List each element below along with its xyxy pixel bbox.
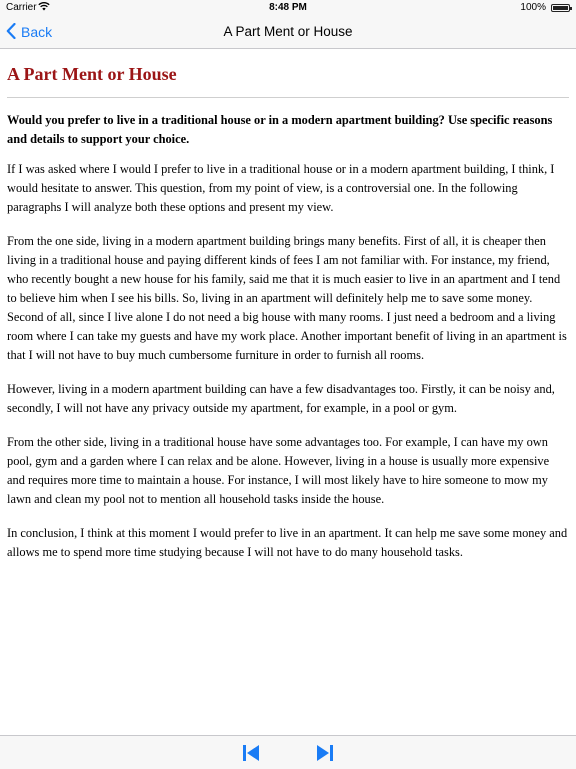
paragraph: From the one side, living in a modern apartment building brings many benefits. First of all, it is cheaper then living in a traditional house and paying different kinds of fees I am not familiar with. For instance, my friend, who recently bought a new house for his family, said me that it is much easier to live in an apartment and I tend to believe him when I see his bills. So, living in an apartment will definitely help me to save some money. Second of all, since I live alone I do not need a big house with many rooms. I just need a bedroom and a living room where I can take my guests and have my work place. Another important benefit of living in an apartment is that I will not have to buy much cumbersome furniture in order to furnish all rooms. xyxy=(7,234,567,362)
article-title: A Part Ment or House xyxy=(7,64,177,84)
navigation-bar xyxy=(0,16,576,49)
back-label: Back xyxy=(21,24,53,40)
title-divider xyxy=(7,97,569,98)
status-bar xyxy=(0,0,576,16)
battery-icon xyxy=(551,4,570,12)
paragraph: From the other side, living in a traditional house have some advantages too. For example, I can have my own pool, gym and a garden where I can relax and be alone. However, living in a house is usually more expensive and requires more time to maintain a house. For instance, I will most likely have to hire someone to mow my lawn and clean my pool not to mention all household tasks inside the house. xyxy=(7,435,550,506)
essay-prompt: Would you prefer to live in a traditional house or in a modern apartment building? Use specific reasons and details to support your choice. xyxy=(7,113,553,146)
clock: 8:48 PM xyxy=(269,2,307,13)
paragraph: However, living in a modern apartment building can have a few disadvantages too. Firstly, it can be noisy and, secondly, I will not have any privacy outside my apartment, for example, in a pool or gym. xyxy=(7,382,555,415)
bottom-toolbar xyxy=(0,735,576,769)
skip-to-first-icon[interactable] xyxy=(240,742,262,764)
battery-percent: 100% xyxy=(520,2,546,13)
page-title: A Part Ment or House xyxy=(223,24,353,39)
paragraph: If I was asked where I would I prefer to live in a traditional house or in a modern apartment building, I think, I would hesitate to answer. This question, from my point of view, is a controversial one. In the following paragraphs I will analyze both these options and present my view. xyxy=(7,162,555,214)
article xyxy=(7,62,569,577)
skip-to-last-icon[interactable] xyxy=(314,742,336,764)
battery-fill xyxy=(553,6,568,10)
paragraph: In conclusion, I think at this moment I would prefer to live in an apartment. It can help me save some money and allows me to spend more time studying because I will not have to do many household tasks. xyxy=(7,526,568,559)
carrier-label: Carrier xyxy=(6,2,37,13)
